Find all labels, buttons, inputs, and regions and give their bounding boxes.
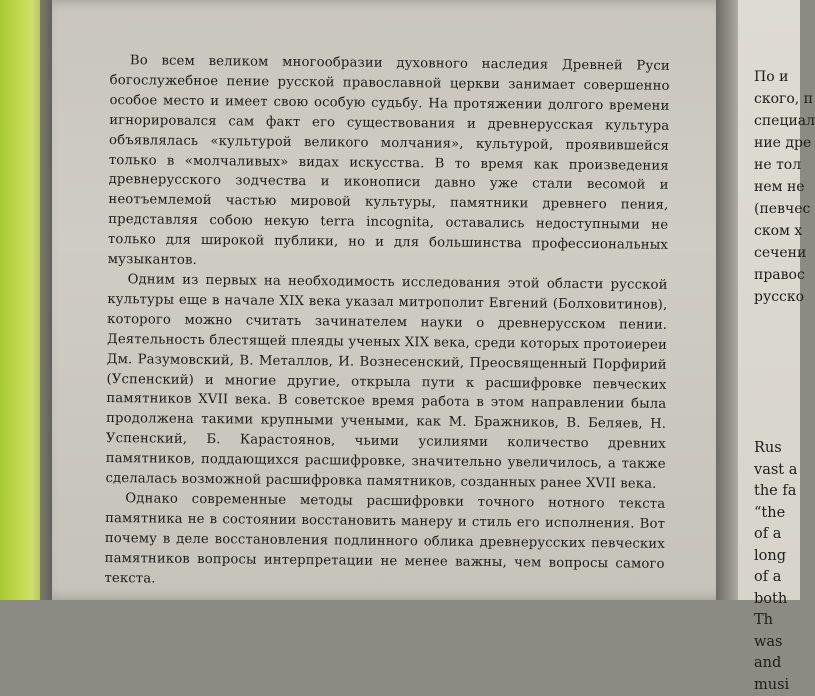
ru-line: По и [754, 66, 814, 88]
right-page-text [754, 66, 814, 696]
paragraph-2: Одним из первых на необходимость исследования этой области русской культуры еще в начале XIX века указал митрополит Евгений (Болховитинов), которого можно считать зачинателем науки о древнерусском пении. Деятельность блестящей плеяды ученых XIX века, среди которых протоиереи Дм. Разумовский, В. Металлов, И. Вознесенский, Преосвященный Порфирий (Успенский) и многие другие, открыла пути к расшифровке певческих памятников XVII века. В советское время работа в этом направлении была продолжена такими крупными учеными, как М. Бражников, В. Беляев, Н. Успенский, Б. Карастоянов, чьими усилиями количество древних памятников, поддающихся расшифровке, значительно увеличилось, а также сделалась возможной расшифровка памятников, созданных ранее XVII века. [105, 270, 667, 495]
en-line: Rus [754, 438, 814, 460]
ru-line: сечени [754, 242, 814, 264]
en-line: and [754, 653, 814, 675]
ru-line: не тол [754, 154, 814, 176]
en-line: musi [754, 675, 814, 696]
ru-line: правос [754, 264, 814, 286]
en-line: long [754, 546, 814, 568]
right-page-russian-column [754, 66, 814, 308]
en-line: Th [754, 610, 814, 632]
en-line: of a [754, 567, 814, 589]
paragraph-3: Однако современные методы расшифровки точного нотного текста памятника не в состоянии восстановить манеру и стиль его исполнения. Вот почему в деле восстановления подлинного облика древнерусских певческих памятников вопросы интерпретации не менее важны, чем вопросы самого текста. [104, 489, 665, 594]
ru-line: ние дре [754, 132, 814, 154]
en-line: vast a [754, 460, 814, 482]
paragraph-1: Во всем великом многообразии духовного наследия Древней Руси богослужебное пение русской православной церкви занимает совершенно особое место и имеет свою особую судьбу. На протяжении долгого времени игнорировался сам факт его существования и древнерусская культура объявлялась «культурой великого молчания», культурой, проявившейся только в «молчаливых» видах искусства. В то время как произведения древнерусского зодчества и иконописи давно уже стали весомой и неотъемлемой частью мировой культуры, памятники древнего пения, представляя собою некую terra incognita, оставались недоступными не только для широкой публики, но и для большинства профессиональных музыкантов. [108, 51, 670, 276]
en-line: was [754, 632, 814, 654]
ru-line: (певчес [754, 198, 814, 220]
right-page-english-column [754, 438, 814, 696]
ru-line: нем не [754, 176, 814, 198]
ru-line: ского, п [754, 88, 814, 110]
ru-line: русско [754, 286, 814, 308]
en-line: both [754, 589, 814, 611]
ru-line: ском х [754, 220, 814, 242]
en-line: “the [754, 503, 814, 525]
en-line: of a [754, 524, 814, 546]
ru-line: специал [754, 110, 814, 132]
left-page-text [104, 51, 670, 594]
en-line: the fa [754, 481, 814, 503]
